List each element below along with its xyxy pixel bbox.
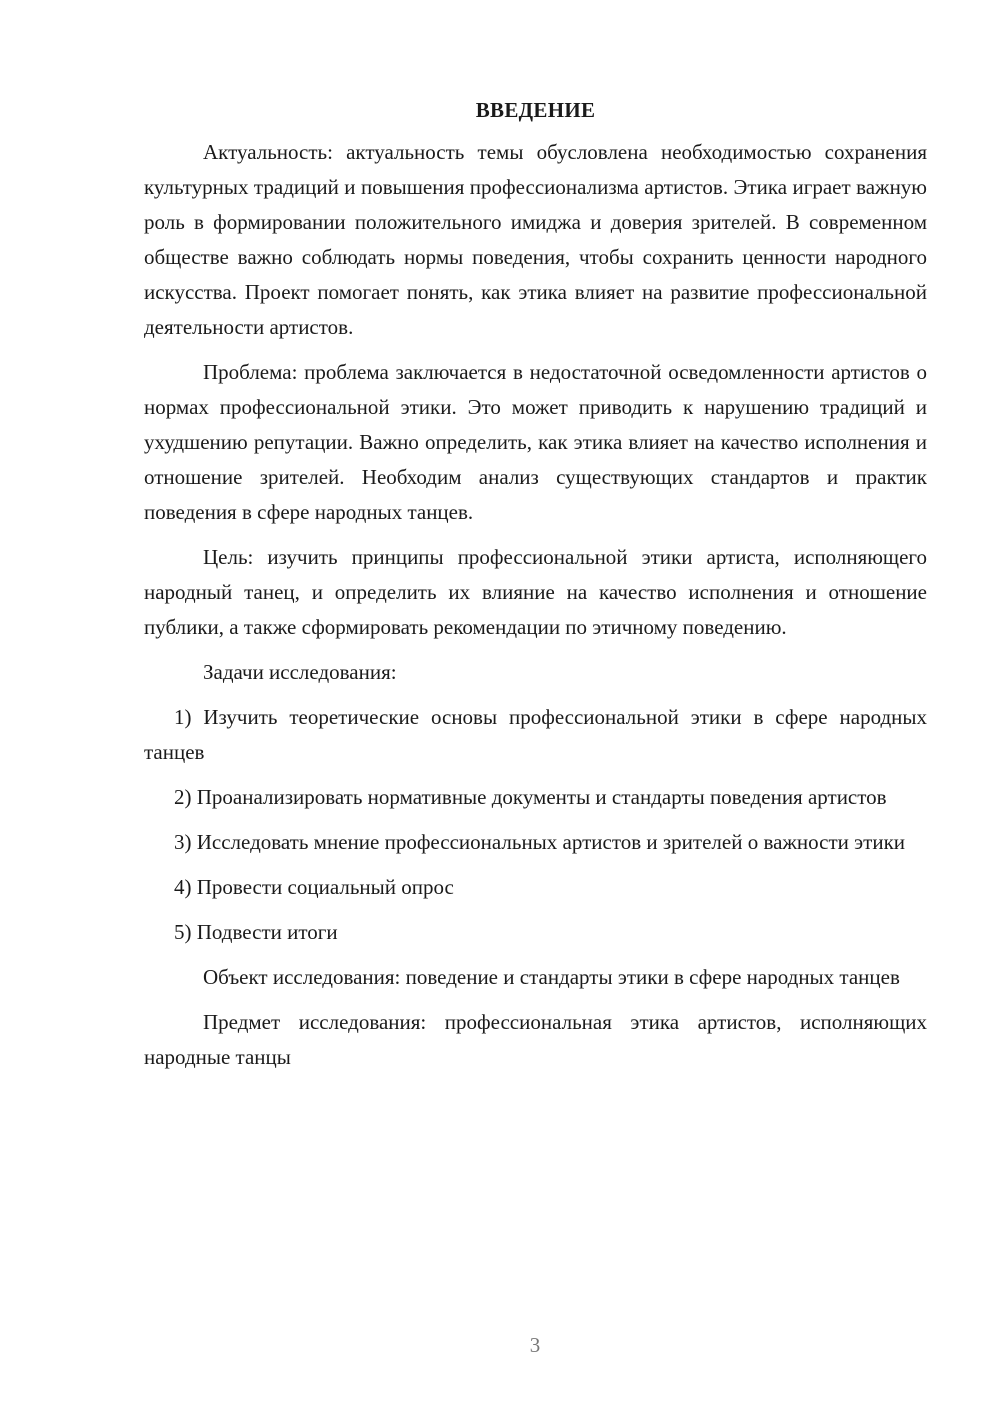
task-list-item: 3) Исследовать мнение профессиональных артистов и зрителей о важности этики — [174, 830, 906, 854]
object-paragraph: Объект исследования: поведение и стандарты этики в сфере народных танцев — [203, 965, 900, 989]
tasks-heading: Задачи исследования: — [203, 660, 397, 684]
goal-paragraph: Цель: изучить принципы профессиональной этики артиста, исполняющего народный танец, и определить их влияние на качество исполнения и отношение публики, а также сформировать рекомендации по этичному поведению. — [144, 545, 927, 639]
task-list-item: 4) Провести социальный опрос — [174, 875, 454, 899]
page-number: 3 — [529, 1333, 541, 1357]
task-list-item: 1) Изучить теоретические основы профессиональной этики в сфере народных танцев — [144, 705, 927, 764]
task-list-item: 2) Проанализировать нормативные документы и стандарты поведения артистов — [174, 785, 887, 809]
problem-paragraph: Проблема: проблема заключается в недостаточной осведомленности артистов о нормах профессиональной этики. Это может приводить к нарушению традиций и ухудшению репутации. Важно определить, как этика влияет на качество исполнения и отношение зрителей. Необходим анализ существующих стандартов и практик поведения в сфере народных танцев. — [144, 360, 927, 524]
relevance-paragraph: Актуальность: актуальность темы обусловлена необходимостью сохранения культурных традиций и повышения профессионализма артистов. Этика играет важную роль в формировании положительного имиджа и доверия зрителей. В современном обществе важно соблюдать нормы поведения, чтобы сохранить ценности народного искусства. Проект помогает понять, как этика влияет на развитие профессиональной деятельности артистов. — [144, 140, 927, 339]
task-list-item: 5) Подвести итоги — [174, 920, 338, 944]
subject-paragraph: Предмет исследования: профессиональная этика артистов, исполняющих народные танцы — [144, 1010, 927, 1069]
document-page — [144, 96, 927, 1085]
page-title: ВВЕДЕНИЕ — [475, 98, 596, 122]
